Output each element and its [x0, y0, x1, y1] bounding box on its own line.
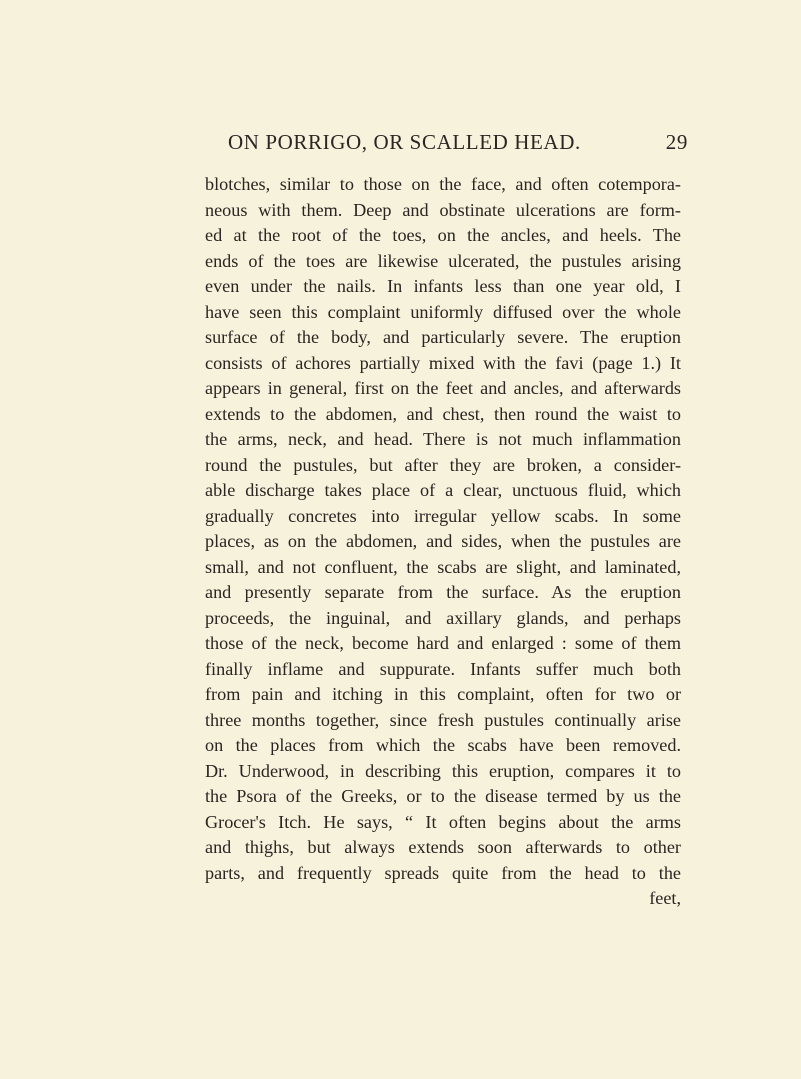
text-line: ed at the root of the toes, on the ancles, and heels. The [205, 225, 681, 245]
text-line: able discharge takes place of a clear, unctuous fluid, which [205, 480, 681, 500]
text-line: neous with them. Deep and obstinate ulcerations are form- [205, 199, 681, 220]
text-line: have seen this complaint uniformly diffused over the whole [205, 301, 681, 322]
text-line: and thighs, but always extends soon afterwards to other [205, 837, 681, 857]
text-line: parts, and frequently spreads quite from the head to the [205, 862, 681, 883]
text-line: round the pustules, but after they are broken, a consider- [205, 454, 681, 475]
text-line: ends of the toes are likewise ulcerated, the pustules arising [205, 250, 681, 271]
text-line: from pain and itching in this complaint, often for two or [205, 684, 681, 704]
text-line: consists of achores partially mixed with the favi (page 1.) It [205, 352, 681, 373]
running-title: ON PORRIGO, OR SCALLED HEAD. [228, 130, 581, 154]
text-line: surface of the body, and particularly severe. The eruption [205, 327, 681, 347]
text-line: even under the nails. In infants less than one year old, I [205, 276, 681, 296]
text-line: Grocer's Itch. He says, “ It often begins about the arms [205, 811, 681, 832]
text-line: small, and not confluent, the scabs are slight, and laminated, [205, 556, 681, 577]
text-line: extends to the abdomen, and chest, then round the waist to [205, 403, 681, 424]
text-line: proceeds, the inguinal, and axillary glands, and perhaps [205, 607, 681, 628]
text-line: blotches, similar to those on the face, and often cotempora- [205, 174, 681, 194]
text-line: gradually concretes into irregular yellow scabs. In some [205, 505, 681, 526]
running-head [228, 130, 688, 158]
text-line: on the places from which the scabs have been removed. [205, 735, 681, 755]
text-line: the arms, neck, and head. There is not much inflammation [205, 429, 681, 449]
page-number: 29 [665, 130, 688, 154]
text-line: Dr. Underwood, in describing this eruption, compares it to [205, 760, 681, 781]
text-line: finally inflame and suppurate. Infants suffer much both [205, 658, 681, 679]
catchword: feet, [649, 888, 681, 908]
text-line: appears in general, first on the feet and ancles, and afterwards [205, 378, 681, 398]
text-line: places, as on the abdomen, and sides, when the pustules are [205, 531, 681, 551]
text-line: those of the neck, become hard and enlarged : some of them [205, 633, 681, 653]
text-line: the Psora of the Greeks, or to the disease termed by us the [205, 786, 681, 806]
body-text [205, 172, 681, 912]
text-line: three months together, since fresh pustules continually arise [205, 709, 681, 730]
text-line: and presently separate from the surface. As the eruption [205, 582, 681, 602]
